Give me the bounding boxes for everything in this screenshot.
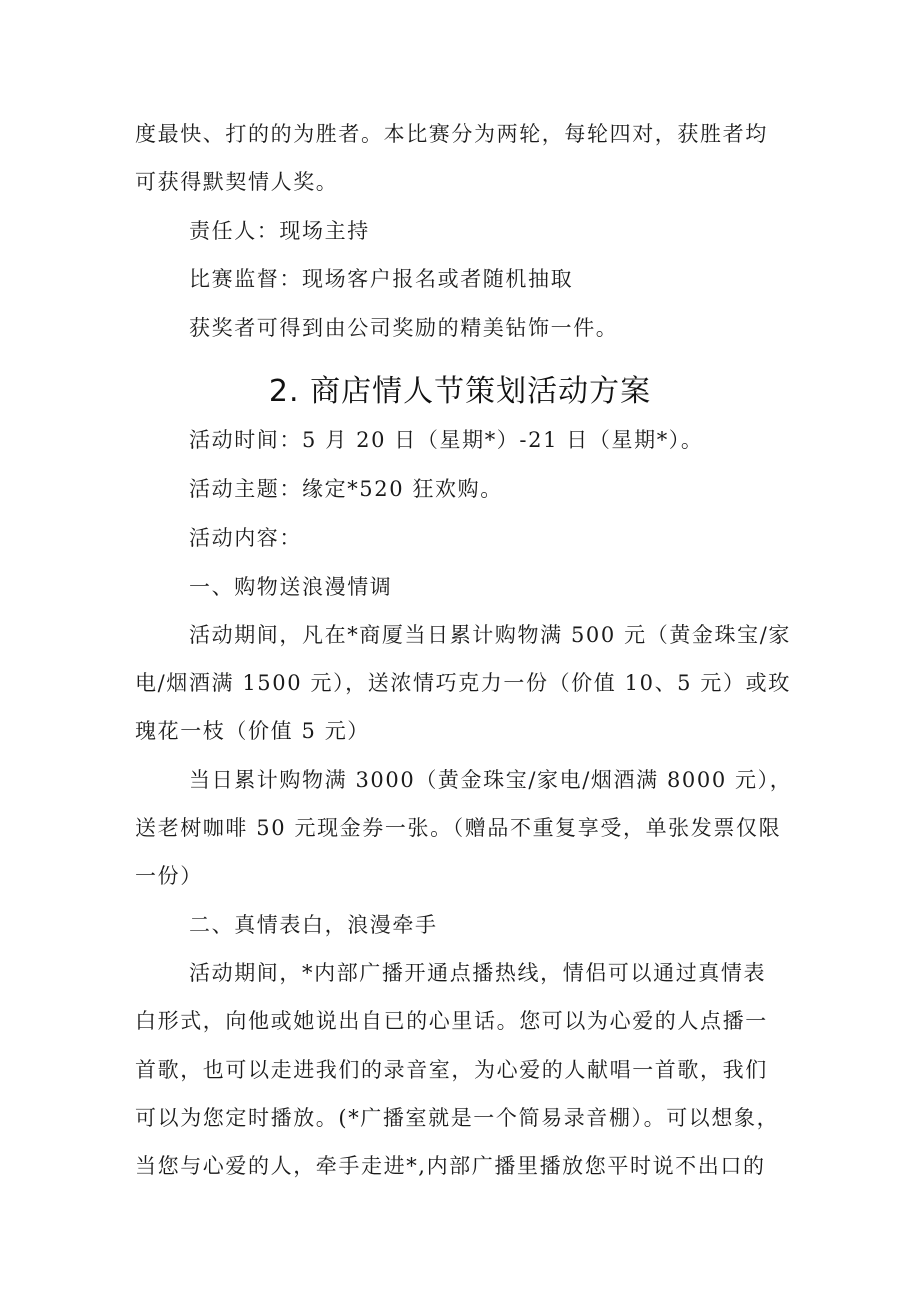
section-title: 2. 商店情人节策划活动方案 — [268, 374, 652, 409]
part2-para1-line-2: 白形式，向他或她说出自已的心里话。您可以为心爱的人点播一 — [135, 1009, 768, 1033]
part2-para1-line-4: 可以为您定时播放。(*广播室就是一个简易录音棚）。可以想象， — [135, 1106, 780, 1130]
part1-heading: 一、购物送浪漫情调 — [189, 575, 393, 599]
activity-time: 活动时间：5 月 20 日（星期*）-21 日（星期*）。 — [189, 428, 704, 452]
part1-para1-line-2: 电/烟酒满 1500 元），送浓情巧克力一份（价值 10、5 元）或玫 — [135, 671, 791, 695]
prize-line: 获奖者可得到由公司奖励的精美钻饰一件。 — [189, 316, 619, 340]
part1-para1-line-1: 活动期间，凡在*商厦当日累计购物满 500 元（黄金珠宝/家 — [189, 623, 792, 647]
part1-para2-line-1: 当日累计购物满 3000（黄金珠宝/家电/烟酒满 8000 元）， — [189, 768, 793, 792]
intro-line-1: 度最快、打的的为胜者。本比赛分为两轮，每轮四对，获胜者均 — [135, 122, 768, 146]
part2-heading: 二、真情表白，浪漫牵手 — [189, 913, 438, 937]
responsible-line: 责任人：现场主持 — [189, 219, 370, 243]
part1-para2-line-3: 一份） — [135, 864, 203, 888]
part2-para1-line-3: 首歌，也可以走进我们的录音室，为心爱的人献唱一首歌，我们 — [135, 1058, 768, 1082]
intro-line-2: 可获得默契情人奖。 — [135, 170, 339, 194]
part1-para1-line-3: 瑰花一枝（价值 5 元） — [135, 719, 370, 743]
part1-para2-line-2: 送老树咖啡 50 元现金券一张。（赠品不重复享受，单张发票仅限 — [135, 816, 782, 840]
part2-para1-line-1: 活动期间，*内部广播开通点播热线，情侣可以通过真情表 — [189, 961, 767, 985]
supervision-line: 比赛监督：现场客户报名或者随机抽取 — [189, 267, 574, 291]
part2-para1-line-5: 当您与心爱的人，牵手走进*,内部广播里播放您平时说不出口的 — [135, 1154, 766, 1178]
activity-content-label: 活动内容： — [189, 526, 302, 550]
activity-theme: 活动主题：缘定*520 狂欢购。 — [189, 477, 503, 501]
